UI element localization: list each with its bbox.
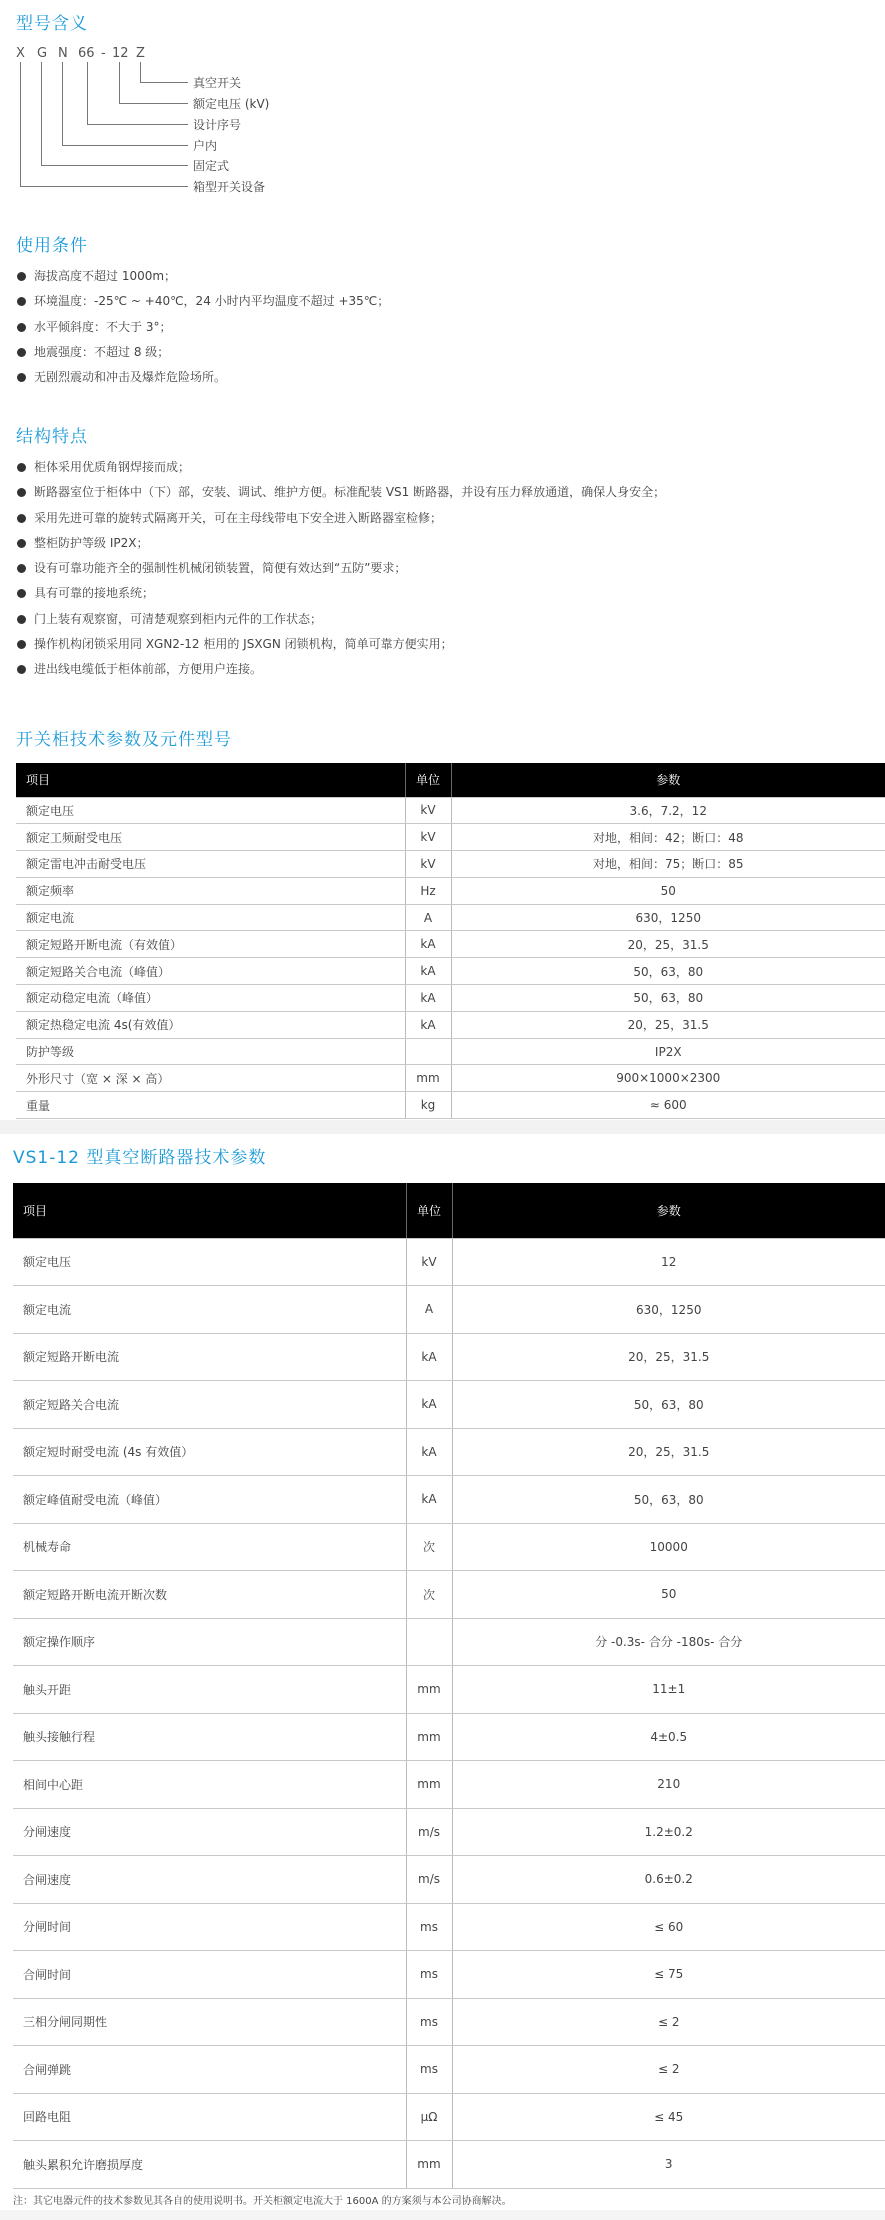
value-cell: 50，63，80 — [452, 1476, 885, 1524]
model-letter: 12 — [112, 46, 129, 61]
table-row — [13, 1903, 885, 1951]
unit-cell: kA — [406, 1428, 452, 1476]
value-cell: 50，63，80 — [451, 958, 885, 985]
item-cell: 额定电压 — [13, 1238, 406, 1286]
unit-cell: ms — [406, 2046, 452, 2094]
model-letter: 66 — [78, 46, 95, 61]
table-header-row — [16, 763, 885, 797]
table-row — [16, 1038, 885, 1065]
connector-line — [20, 62, 21, 186]
item-cell: 额定峰值耐受电流（峰值） — [13, 1476, 406, 1524]
table-row — [13, 1618, 885, 1666]
item-cell: 额定工频耐受电压 — [16, 824, 405, 851]
connector-line — [62, 145, 188, 146]
unit-cell: ms — [406, 1998, 452, 2046]
unit-cell: μΩ — [406, 2093, 452, 2141]
value-cell: ≤ 2 — [452, 1998, 885, 2046]
list-item: 采用先进可靠的旋转式隔离开关，可在主母线带电下安全进入断路器室检修； — [16, 506, 665, 531]
table-row — [13, 1951, 885, 1999]
value-cell: 对地，相间：42；断口：48 — [451, 824, 885, 851]
structure-list — [16, 455, 665, 683]
unit-cell: mm — [406, 1713, 452, 1761]
unit-cell: kV — [405, 851, 451, 878]
value-cell: 50，63，80 — [451, 985, 885, 1012]
unit-cell — [406, 1618, 452, 1666]
model-label: 户内 — [193, 139, 218, 153]
connector-line — [87, 62, 88, 124]
value-cell: IP2X — [451, 1038, 885, 1065]
item-cell: 合闸弹跳 — [13, 2046, 406, 2094]
connector-line — [140, 62, 141, 82]
list-item: 断路器室位于柜体中（下）部，安装、调试、维护方便。标准配装 VS1 断路器，并设有压力释放通道，确保人身安全； — [16, 480, 665, 505]
item-cell: 额定电流 — [16, 904, 405, 931]
table-row — [16, 797, 885, 824]
connector-line — [87, 124, 188, 125]
connector-line — [119, 103, 188, 104]
unit-cell: kV — [405, 797, 451, 824]
model-label: 真空开关 — [193, 76, 242, 90]
model-letter: Z — [136, 46, 145, 61]
table-body — [16, 797, 885, 1119]
item-cell: 分闸速度 — [13, 1808, 406, 1856]
unit-cell: kV — [406, 1238, 452, 1286]
value-cell: 50 — [452, 1571, 885, 1619]
unit-cell: A — [406, 1286, 452, 1334]
list-item: 具有可靠的接地系统； — [16, 581, 665, 606]
unit-cell: ms — [406, 1951, 452, 1999]
table-row — [13, 2046, 885, 2094]
item-cell: 分闸时间 — [13, 1903, 406, 1951]
table-row — [16, 824, 885, 851]
item-cell: 额定操作顺序 — [13, 1618, 406, 1666]
table-header-row — [13, 1183, 885, 1238]
item-cell: 重量 — [16, 1092, 405, 1119]
value-cell: 对地，相间：75；断口：85 — [451, 851, 885, 878]
structure-title: 结构特点 — [16, 427, 88, 447]
table-row — [13, 1998, 885, 2046]
value-cell: 分 -0.3s- 合分 -180s- 合分 — [452, 1618, 885, 1666]
value-cell: 11±1 — [452, 1666, 885, 1714]
column-header: 参数 — [451, 763, 885, 797]
list-item: 环境温度：-25℃ ~ +40℃，24 小时内平均温度不超过 +35℃； — [16, 289, 389, 314]
column-header: 单位 — [406, 1183, 452, 1238]
table-row — [13, 1333, 885, 1381]
list-item: 柜体采用优质角钢焊接而成； — [16, 455, 665, 480]
value-cell: 900×1000×2300 — [451, 1065, 885, 1092]
table-row — [16, 1011, 885, 1038]
unit-cell — [405, 1038, 451, 1065]
value-cell: 50，63，80 — [452, 1381, 885, 1429]
item-cell: 额定频率 — [16, 877, 405, 904]
model-letter: X — [16, 46, 25, 61]
item-cell: 合闸速度 — [13, 1856, 406, 1904]
connector-line — [119, 62, 120, 103]
value-cell: 20，25，31.5 — [451, 1011, 885, 1038]
model-title: 型号含义 — [16, 14, 88, 34]
item-cell: 额定短路开断电流开断次数 — [13, 1571, 406, 1619]
value-cell: 630，1250 — [452, 1286, 885, 1334]
unit-cell: mm — [406, 1761, 452, 1809]
item-cell: 额定短路开断电流 — [13, 1333, 406, 1381]
unit-cell: kA — [406, 1476, 452, 1524]
table-row — [13, 1713, 885, 1761]
item-cell: 三相分闸同期性 — [13, 1998, 406, 2046]
value-cell: ≤ 2 — [452, 2046, 885, 2094]
table-row — [16, 931, 885, 958]
value-cell: ≤ 60 — [452, 1903, 885, 1951]
footnote: 注：其它电器元件的技术参数见其各自的使用说明书。开关柜额定电流大于 1600A 的方案须与本公司协商解决。 — [13, 2196, 512, 2207]
item-cell: 外形尺寸（宽 × 深 × 高） — [16, 1065, 405, 1092]
connector-line — [41, 62, 42, 165]
column-header: 参数 — [452, 1183, 885, 1238]
connector-line — [140, 82, 188, 83]
model-letter: G — [37, 46, 48, 61]
table-row — [16, 1065, 885, 1092]
column-header: 项目 — [13, 1183, 406, 1238]
model-label: 额定电压 (kV) — [193, 97, 270, 111]
item-cell: 回路电阻 — [13, 2093, 406, 2141]
unit-cell: kV — [405, 824, 451, 851]
value-cell: 4±0.5 — [452, 1713, 885, 1761]
unit-cell: ms — [406, 1903, 452, 1951]
item-cell: 合闸时间 — [13, 1951, 406, 1999]
item-cell: 触头累积允许磨损厚度 — [13, 2141, 406, 2189]
table-row — [16, 851, 885, 878]
table-row — [13, 1571, 885, 1619]
list-item: 设有可靠功能齐全的强制性机械闭锁装置，简便有效达到“五防”要求； — [16, 556, 665, 581]
bottom-bar — [0, 2210, 885, 2220]
list-item: 操作机构闭锁采用同 XGN2-12 柜用的 JSXGN 闭锁机构，简单可靠方便实用； — [16, 632, 665, 657]
unit-cell: mm — [405, 1065, 451, 1092]
item-cell: 额定短路开断电流（有效值） — [16, 931, 405, 958]
value-cell: 20，25，31.5 — [452, 1333, 885, 1381]
column-header: 单位 — [405, 763, 451, 797]
unit-cell: m/s — [406, 1808, 452, 1856]
table-row — [16, 877, 885, 904]
value-cell: ≈ 600 — [451, 1092, 885, 1119]
table2-title: VS1-12 型真空断路器技术参数 — [13, 1148, 267, 1168]
table-row — [13, 2141, 885, 2189]
value-cell: 12 — [452, 1238, 885, 1286]
value-cell: 3.6，7.2，12 — [451, 797, 885, 824]
item-cell: 触头接触行程 — [13, 1713, 406, 1761]
model-label: 固定式 — [193, 159, 230, 173]
connector-line — [62, 62, 63, 145]
unit-cell: m/s — [406, 1856, 452, 1904]
unit-cell: mm — [406, 2141, 452, 2189]
list-item: 无剧烈震动和冲击及爆炸危险场所。 — [16, 365, 389, 390]
value-cell: ≤ 75 — [452, 1951, 885, 1999]
model-letter: - — [101, 46, 106, 61]
column-header: 项目 — [16, 763, 405, 797]
list-item: 整柜防护等级 IP2X； — [16, 531, 665, 556]
model-label: 设计序号 — [193, 118, 242, 132]
table-row — [13, 2093, 885, 2141]
item-cell: 额定短路关合电流（峰值） — [16, 958, 405, 985]
table-row — [13, 1666, 885, 1714]
table-row — [13, 1761, 885, 1809]
value-cell: 10000 — [452, 1523, 885, 1571]
value-cell: 20，25，31.5 — [452, 1428, 885, 1476]
item-cell: 防护等级 — [16, 1038, 405, 1065]
conditions-title: 使用条件 — [16, 236, 88, 256]
value-cell: 210 — [452, 1761, 885, 1809]
connector-line — [20, 186, 188, 187]
model-letter: N — [58, 46, 68, 61]
list-item: 进出线电缆低于柜体前部，方便用户连接。 — [16, 657, 665, 682]
list-item: 水平倾斜度：不大于 3°； — [16, 315, 389, 340]
item-cell: 额定短路关合电流 — [13, 1381, 406, 1429]
section-divider — [0, 1120, 885, 1134]
item-cell: 额定短时耐受电流 (4s 有效值） — [13, 1428, 406, 1476]
model-label: 箱型开关设备 — [193, 180, 266, 194]
unit-cell: kg — [405, 1092, 451, 1119]
table-row — [13, 1476, 885, 1524]
table-row — [16, 904, 885, 931]
unit-cell: kA — [405, 931, 451, 958]
unit-cell: A — [405, 904, 451, 931]
table-row — [13, 1381, 885, 1429]
table-row — [13, 1238, 885, 1286]
connector-line — [41, 165, 188, 166]
unit-cell: kA — [405, 958, 451, 985]
item-cell: 额定热稳定电流 4s(有效值） — [16, 1011, 405, 1038]
item-cell: 机械寿命 — [13, 1523, 406, 1571]
table-row — [16, 1092, 885, 1119]
item-cell: 额定电压 — [16, 797, 405, 824]
value-cell: ≤ 45 — [452, 2093, 885, 2141]
unit-cell: kA — [405, 985, 451, 1012]
table-row — [13, 1428, 885, 1476]
table-row — [16, 958, 885, 985]
list-item: 门上装有观察窗，可清楚观察到柜内元件的工作状态； — [16, 607, 665, 632]
value-cell: 0.6±0.2 — [452, 1856, 885, 1904]
item-cell: 触头开距 — [13, 1666, 406, 1714]
list-item: 海拔高度不超过 1000m； — [16, 264, 389, 289]
unit-cell: 次 — [406, 1571, 452, 1619]
unit-cell: kA — [406, 1333, 452, 1381]
list-item: 地震强度：不超过 8 级； — [16, 340, 389, 365]
unit-cell: Hz — [405, 877, 451, 904]
unit-cell: 次 — [406, 1523, 452, 1571]
item-cell: 额定动稳定电流（峰值） — [16, 985, 405, 1012]
table1-title: 开关柜技术参数及元件型号 — [16, 730, 232, 750]
value-cell: 630，1250 — [451, 904, 885, 931]
item-cell: 额定电流 — [13, 1286, 406, 1334]
value-cell: 1.2±0.2 — [452, 1808, 885, 1856]
table-row — [13, 1808, 885, 1856]
table-row — [13, 1856, 885, 1904]
item-cell: 额定雷电冲击耐受电压 — [16, 851, 405, 878]
table-row — [13, 1286, 885, 1334]
value-cell: 20，25，31.5 — [451, 931, 885, 958]
unit-cell: kA — [405, 1011, 451, 1038]
value-cell: 50 — [451, 877, 885, 904]
switchgear-params-table — [16, 763, 885, 1119]
conditions-list — [16, 264, 389, 390]
breaker-params-table — [13, 1183, 885, 2189]
unit-cell: kA — [406, 1381, 452, 1429]
table-row — [13, 1523, 885, 1571]
value-cell: 3 — [452, 2141, 885, 2189]
table-row — [16, 985, 885, 1012]
table-body — [13, 1238, 885, 2188]
unit-cell: mm — [406, 1666, 452, 1714]
item-cell: 相间中心距 — [13, 1761, 406, 1809]
